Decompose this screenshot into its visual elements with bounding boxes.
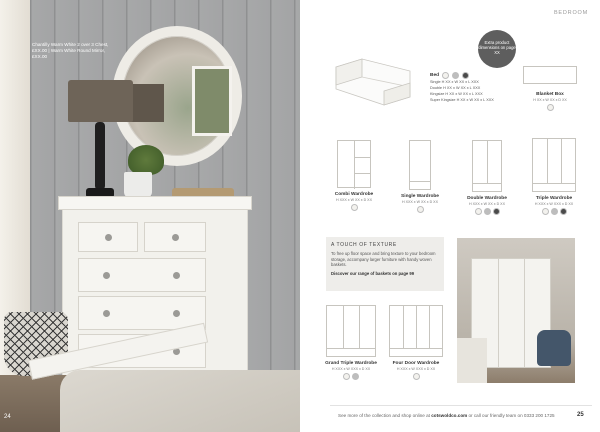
photo-armchair: [537, 330, 571, 366]
footer-site-link[interactable]: cotswoldco.com: [431, 413, 468, 418]
swatch-warm-white[interactable]: [442, 72, 449, 79]
lamp-base: [95, 122, 105, 190]
bed-image: [332, 57, 412, 107]
texture-cta-link[interactable]: Discover our range of baskets on page 99: [331, 270, 415, 276]
four-door-wardrobe-image: [389, 305, 443, 357]
product-single-wardrobe[interactable]: [396, 140, 444, 213]
combi-wardrobe-image: [337, 140, 371, 188]
swatch-warm-white[interactable]: [351, 204, 358, 211]
double-wardrobe-image: [472, 140, 502, 192]
product-name: Double Wardrobe: [467, 196, 507, 201]
product-name: Four Door Wardrobe: [392, 361, 440, 366]
swatch-warm-white[interactable]: [547, 104, 554, 111]
product-name: Single Wardrobe: [401, 194, 439, 199]
swatch-grey[interactable]: [484, 208, 491, 215]
product-name: Blanket Box: [536, 92, 564, 97]
product-dims: H XXX x W XX x D XX: [402, 200, 438, 204]
swatch-grey[interactable]: [551, 208, 558, 215]
section-header: BEDROOM: [553, 10, 588, 16]
lamp-shade: [68, 80, 133, 122]
bed-throw: [60, 370, 300, 432]
footer-divider: [330, 405, 592, 406]
product-dims: H XXX x W XXX x D XX: [396, 367, 436, 371]
swatch-warm-white[interactable]: [413, 373, 420, 380]
photo-bed: [457, 338, 487, 383]
swatch-grey[interactable]: [352, 373, 359, 380]
texture-body: To free up floor space and bring texture to your bedroom storage, accompany larger furniture with handy woven baskets.: [331, 251, 436, 268]
swatch-charcoal[interactable]: [493, 208, 500, 215]
swatch-charcoal[interactable]: [462, 72, 469, 79]
footer-text: [338, 413, 555, 418]
chest-top: [58, 196, 252, 210]
bed-spec-kingsize: Kingsize H XX x W XX x L XXX: [430, 92, 483, 96]
product-dims: H XXX x W XXX x D XX: [534, 202, 574, 206]
photo-caption: Chantilly Warm White 2 over 3 Chest, £XX.00 | Warm White Round Mirror, £XX.00: [32, 42, 109, 59]
product-blanket-box[interactable]: [522, 66, 578, 111]
drawer: [78, 222, 138, 252]
swatch-warm-white[interactable]: [343, 373, 350, 380]
footer-prefix: See more of the collection and shop online at: [338, 413, 432, 418]
product-name: Grand Triple Wardrobe: [325, 361, 377, 366]
product-name: Combi Wardrobe: [334, 192, 374, 197]
bed-spec-double: Double H XX x W XX x L XXX: [430, 86, 481, 90]
single-wardrobe-image: [409, 140, 431, 190]
swatch-grey[interactable]: [452, 72, 459, 79]
lamp-shade-shadow: [130, 84, 164, 122]
page-number-left: 24: [4, 414, 11, 420]
swatch-charcoal[interactable]: [560, 208, 567, 215]
swatch-warm-white[interactable]: [475, 208, 482, 215]
plant: [128, 145, 164, 175]
texture-heading: A TOUCH OF TEXTURE: [331, 242, 397, 248]
blanket-box-image: [523, 66, 577, 84]
grand-triple-wardrobe-image: [326, 305, 376, 357]
product-dims: H XX x W XX x D XX: [533, 98, 567, 102]
swatch-warm-white[interactable]: [417, 206, 424, 213]
product-name: Triple Wardrobe: [535, 196, 573, 201]
product-dims: H XXX x W XX x D XX: [336, 198, 372, 202]
product-four-door-wardrobe[interactable]: [386, 305, 446, 380]
page-number-right: 25: [577, 412, 584, 418]
bed-spec-super-kingsize: Super Kingsize H XX x W XX x L XXX: [430, 98, 494, 102]
product-triple-wardrobe[interactable]: [526, 138, 582, 215]
triple-wardrobe-image: [532, 138, 576, 192]
plant-pot: [124, 172, 152, 198]
product-combi-wardrobe[interactable]: [328, 140, 380, 211]
wardrobe-room-photo: [457, 238, 575, 383]
drawer: [78, 258, 206, 292]
swatch-warm-white[interactable]: [542, 208, 549, 215]
drawer: [78, 296, 206, 330]
product-dims: H XXX x W XXX x D XX: [331, 367, 371, 371]
bed-title: Bed: [430, 72, 440, 78]
dimensions-badge: Extra product dimensions on page XX: [478, 30, 516, 68]
product-dims: H XXX x W XX x D XX: [469, 202, 505, 206]
bed-specs: [430, 72, 494, 103]
bed-spec-single: Single H XX x W XX x L XXX: [430, 80, 479, 84]
product-grand-triple-wardrobe[interactable]: [324, 305, 378, 380]
product-double-wardrobe[interactable]: [462, 140, 512, 215]
footer-suffix: or call our friendly team on 0333 200 1725: [467, 413, 555, 418]
texture-callout: [326, 237, 444, 291]
drawer: [144, 222, 206, 252]
